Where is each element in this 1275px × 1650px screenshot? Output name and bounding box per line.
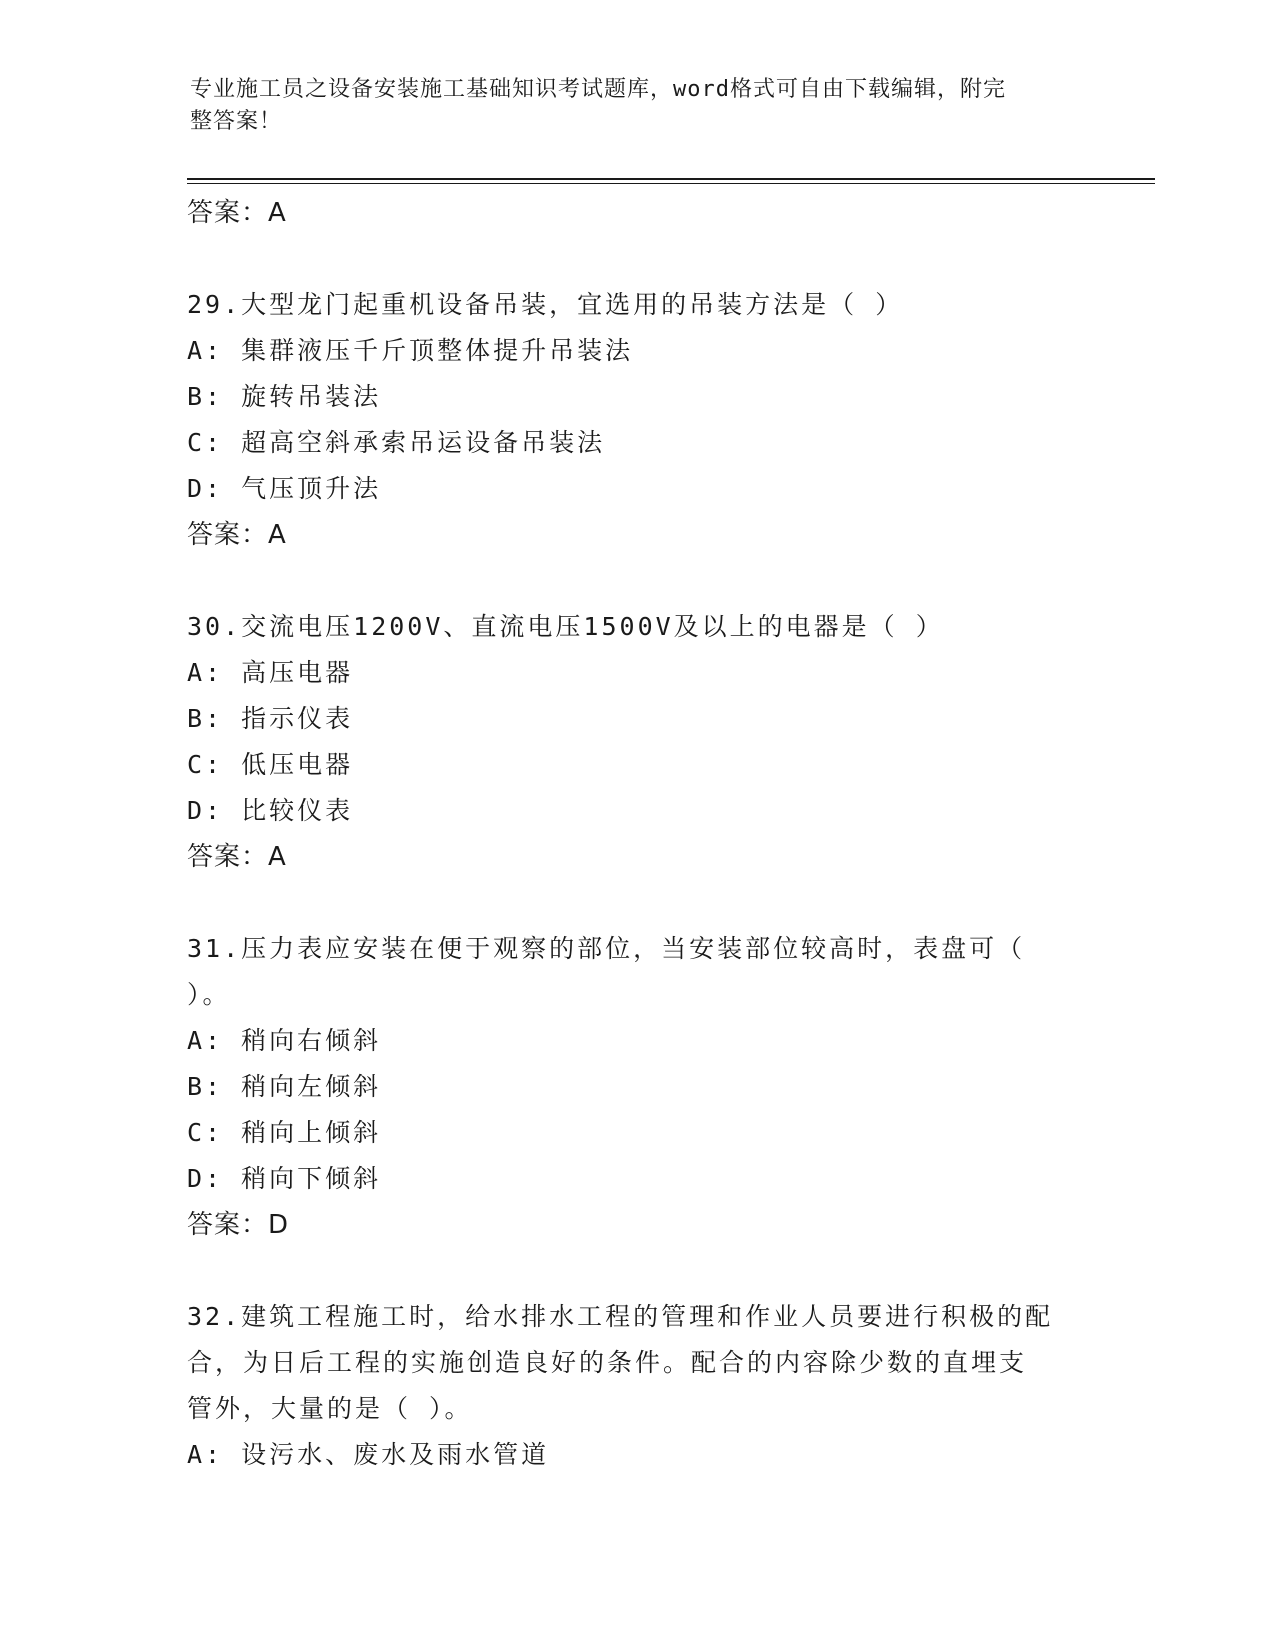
option-c: C: 超高空斜承索吊运设备吊装法 (187, 428, 606, 457)
question-32 (187, 1294, 1087, 1478)
header-divider-thick (187, 178, 1155, 180)
option-d: D: 稍向下倾斜 (187, 1164, 382, 1193)
question-stem: 29.大型龙门起重机设备吊装，宜选用的吊装方法是（ ） (187, 290, 904, 319)
option-d: D: 比较仪表 (187, 796, 354, 825)
option-a: A: 设污水、废水及雨水管道 (187, 1440, 550, 1469)
question-stem-line-3: 管外，大量的是（ ）。 (187, 1394, 473, 1423)
option-a: A: 稍向右倾斜 (187, 1026, 382, 1055)
answer-line-28: 答案：A (187, 198, 287, 228)
option-b: B: 旋转吊装法 (187, 382, 382, 411)
answer-line: 答案：A (187, 520, 287, 550)
option-b: B: 指示仪表 (187, 704, 354, 733)
header-divider-thin (187, 183, 1155, 184)
question-stem-line-2: 合，为日后工程的实施创造良好的条件。配合的内容除少数的直埋支 (187, 1348, 1028, 1377)
option-c: C: 低压电器 (187, 750, 354, 779)
question-31 (187, 926, 1087, 1248)
header-line-2: 整答案！ (190, 109, 283, 134)
question-29 (187, 282, 1087, 558)
question-stem-line-1: 32.建筑工程施工时，给水排水工程的管理和作业人员要进行积极的配 (187, 1302, 1054, 1331)
header-line-1: 专业施工员之设备安装施工基础知识考试题库，word格式可自由下载编辑，附完 (190, 77, 1006, 102)
question-stem: 30.交流电压1200V、直流电压1500V及以上的电器是（ ） (187, 612, 944, 641)
answer-line: 答案：D (187, 1210, 290, 1240)
question-list (187, 190, 1087, 1478)
document-header (190, 74, 1070, 138)
option-a: A: 高压电器 (187, 658, 354, 687)
question-stem-line-1: 31.压力表应安装在便于观察的部位，当安装部位较高时，表盘可（ (187, 934, 1026, 963)
question-stem-line-2: ）。 (187, 980, 231, 1009)
option-a: A: 集群液压千斤顶整体提升吊装法 (187, 336, 634, 365)
option-d: D: 气压顶升法 (187, 474, 382, 503)
question-30 (187, 604, 1087, 880)
option-b: B: 稍向左倾斜 (187, 1072, 382, 1101)
option-c: C: 稍向上倾斜 (187, 1118, 382, 1147)
answer-line: 答案：A (187, 842, 287, 872)
